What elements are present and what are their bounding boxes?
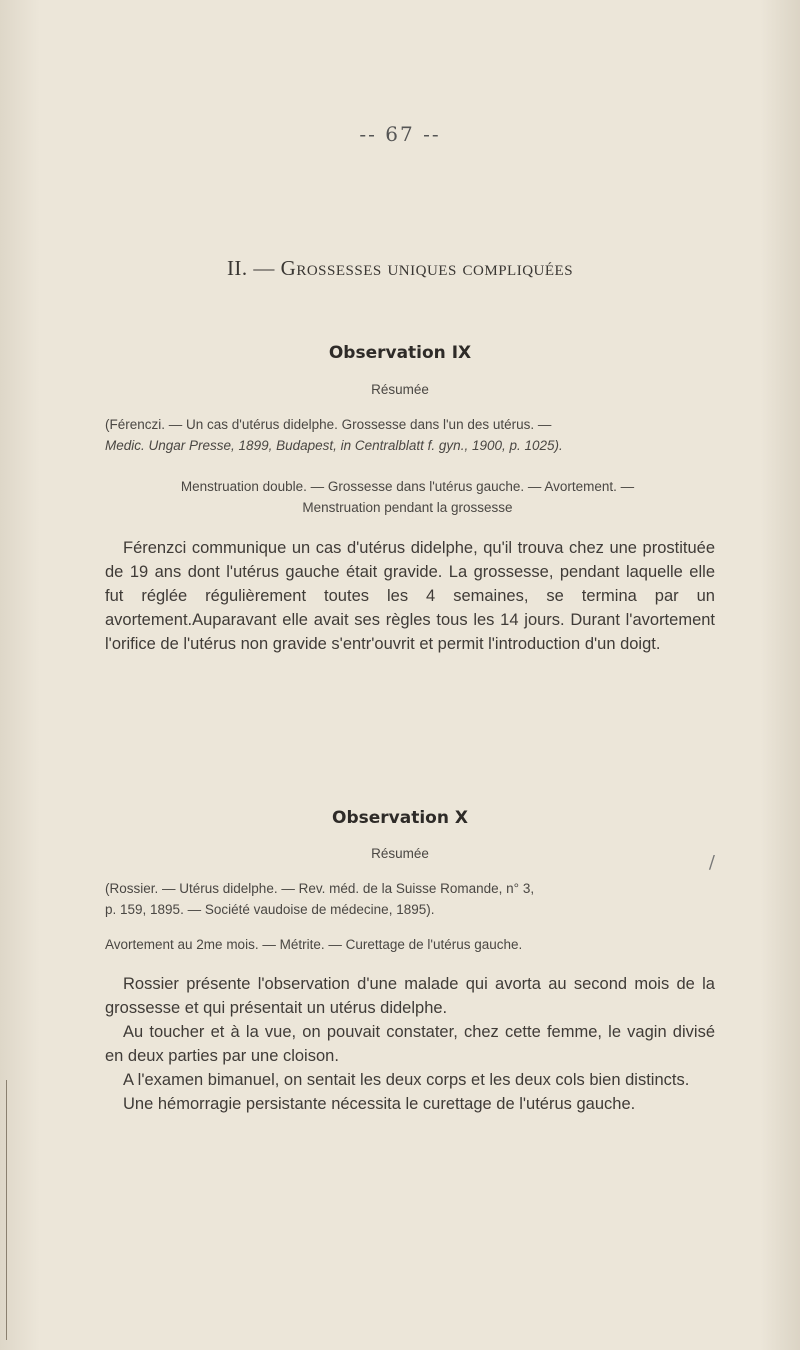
observation-x-title: Observation X (332, 808, 468, 828)
section-title: II. — Grossesses uniques compliquées (226, 256, 574, 280)
margin-mark: / (708, 852, 715, 873)
observation-ix-summary (105, 476, 710, 518)
observation-ix-reference (105, 414, 710, 456)
observation-x-summary (105, 934, 710, 955)
paragraph: Rossier présente l'observation d'une malade qui avorta au second mois de la grossesse et qui présentait un utérus didelphe. (105, 975, 715, 1017)
paragraph: A l'examen bimanuel, on sentait les deux corps et les deux cols bien distincts. (123, 1071, 690, 1089)
reference-line: (Férenczi. — Un cas d'utérus didelphe. Grossesse dans l'un des utérus. — (105, 417, 552, 432)
reference-line: p. 159, 1895. — Société vaudoise de médecine, 1895). (105, 902, 435, 917)
observation-x-subtitle: Résumée (371, 846, 429, 861)
reference-line: Medic. Ungar Presse, 1899, Budapest, in Centralblatt f. gyn., 1900, p. 1025). (105, 438, 563, 453)
observation-x-reference (105, 878, 710, 920)
observation-x-body (105, 972, 715, 1116)
summary-line: Avortement au 2me mois. — Métrite. — Curettage de l'utérus gauche. (105, 937, 523, 952)
page-number: -- 67 -- (359, 122, 441, 146)
binding-edge-line (6, 1080, 7, 1340)
paragraph: Au toucher et à la vue, on pouvait constater, chez cette femme, le vagin divisé en deux parties par une cloison. (105, 1023, 715, 1065)
paragraph: Férenzci communique un cas d'utérus didelphe, qu'il trouva chez une prostituée de 19 ans dont l'utérus gauche était gravide. La grossesse, pendant laquelle elle fut réglée régulièrement toutes les 4 semaines, se termina par un avortement.Auparavant elle avait ses règles tous les 14 jours. Durant l'avortement l'orifice de l'utérus non gravide s'entr'ouvrit et permit l'introduction d'un doigt. (105, 539, 715, 653)
observation-ix-subtitle: Résumée (371, 382, 429, 397)
observation-ix-title: Observation IX (328, 343, 472, 363)
summary-line: Menstruation pendant la grossesse (302, 500, 513, 515)
observation-ix-body (105, 536, 715, 656)
paragraph: Une hémorragie persistante nécessita le curettage de l'utérus gauche. (123, 1095, 636, 1113)
reference-line: (Rossier. — Utérus didelphe. — Rev. méd. de la Suisse Romande, n° 3, (105, 881, 535, 896)
summary-line: Menstruation double. — Grossesse dans l'utérus gauche. — Avortement. — (180, 479, 635, 494)
